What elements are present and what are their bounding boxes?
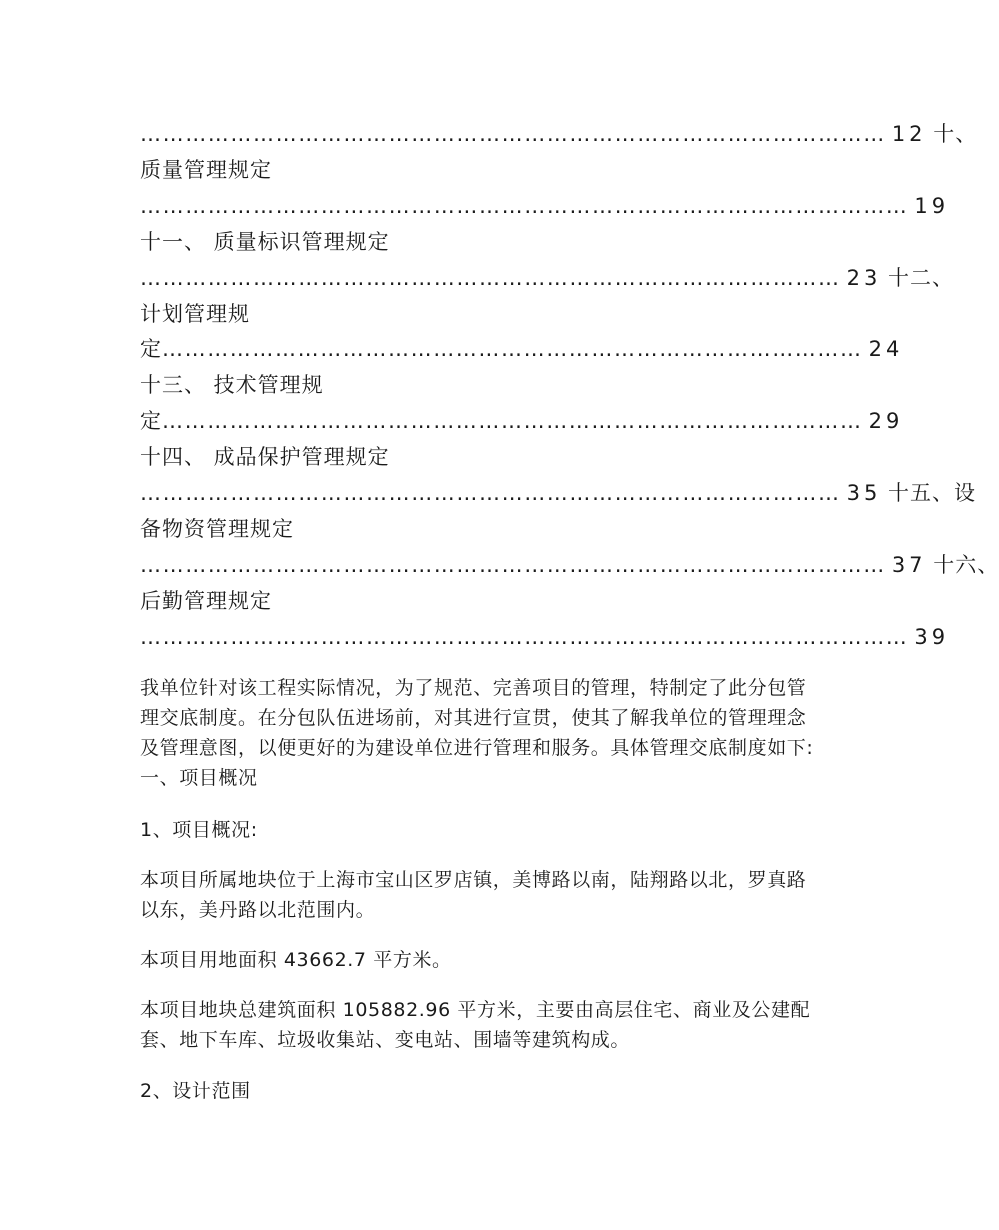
body-paragraph: 本项目用地面积 43662.7 平方米。 — [140, 949, 452, 971]
toc-entry — [140, 332, 904, 366]
toc-next-title: 十五、设 — [888, 481, 977, 505]
toc-entry-title: 十三、 技术管理规 — [140, 373, 324, 397]
toc-leader-dots: ……………………………………………………………………………………… — [140, 122, 886, 146]
toc-leader-dots: ………………………………………………………………………………… — [140, 481, 841, 505]
toc-next-title: 十二、 — [888, 266, 955, 290]
section-heading: 2、设计范围 — [140, 1080, 251, 1102]
toc-entry — [140, 620, 950, 654]
toc-entry — [140, 153, 820, 187]
toc-entry-title: 十四、 成品保护管理规定 — [140, 445, 390, 469]
toc-page-number: 39 — [914, 625, 950, 649]
toc-next-title: 十、 — [933, 122, 978, 146]
toc-entry — [140, 225, 820, 259]
toc-page-number: 37 — [891, 553, 927, 577]
toc-entry-title: 后勤管理规定 — [140, 589, 272, 613]
toc-page-number: 29 — [868, 409, 904, 433]
toc-page-number: 12 — [891, 122, 927, 146]
toc-entry — [140, 261, 955, 295]
toc-entry-title: 质量管理规定 — [140, 158, 272, 182]
toc-next-title: 十六、 — [933, 553, 999, 577]
toc-leader-dots: ………………………………………………………………………………………… — [140, 625, 909, 649]
toc-entry — [140, 512, 820, 546]
toc-entry — [140, 440, 820, 474]
toc-page-number: 24 — [868, 337, 904, 361]
toc-entry-title: 计划管理规 — [140, 302, 250, 326]
toc-entry — [140, 584, 820, 618]
toc-page-number: 35 — [846, 481, 882, 505]
toc-entry-title: 十一、 质量标识管理规定 — [140, 230, 390, 254]
toc-page-number: 23 — [846, 266, 882, 290]
toc-entry-title: 定 — [140, 409, 162, 433]
toc-entry — [140, 368, 820, 402]
toc-entry — [140, 297, 820, 331]
toc-entry-title: 备物资管理规定 — [140, 517, 294, 541]
toc-entry-title: 定 — [140, 337, 162, 361]
toc-entry — [140, 117, 978, 151]
toc-leader-dots: ……………………………………………………………………………………… — [140, 553, 886, 577]
toc-leader-dots: ………………………………………………………………………………… — [140, 266, 841, 290]
toc-entry — [140, 476, 977, 510]
body-paragraph: 本项目所属地块位于上海市宝山区罗店镇，美博路以南，陆翔路以北，罗真路以东，美丹路以北范围内。 — [140, 869, 807, 921]
toc-leader-dots: ………………………………………………………………………………… — [162, 409, 863, 433]
toc-leader-dots: ………………………………………………………………………………………… — [140, 194, 909, 218]
toc-leader-dots: ………………………………………………………………………………… — [162, 337, 863, 361]
toc-entry — [140, 404, 904, 438]
body-paragraph: 本项目地块总建筑面积 105882.96 平方米，主要由高层住宅、商业及公建配套、地下车库、垃圾收集站、变电站、围墙等建筑构成。 — [140, 999, 811, 1051]
toc-entry — [140, 189, 950, 223]
section-heading: 1、项目概况: — [140, 819, 258, 841]
toc-page-number: 19 — [914, 194, 950, 218]
toc-entry — [140, 548, 999, 582]
body-paragraph: 我单位针对该工程实际情况，为了规范、完善项目的管理，特制定了此分包管理交底制度。在分包队伍进场前，对其进行宣贯，使其了解我单位的管理理念及管理意图，以便更好的为建设单位进行管理和服务。具体管理交底制度如下: 一、项目概况 — [140, 677, 814, 789]
